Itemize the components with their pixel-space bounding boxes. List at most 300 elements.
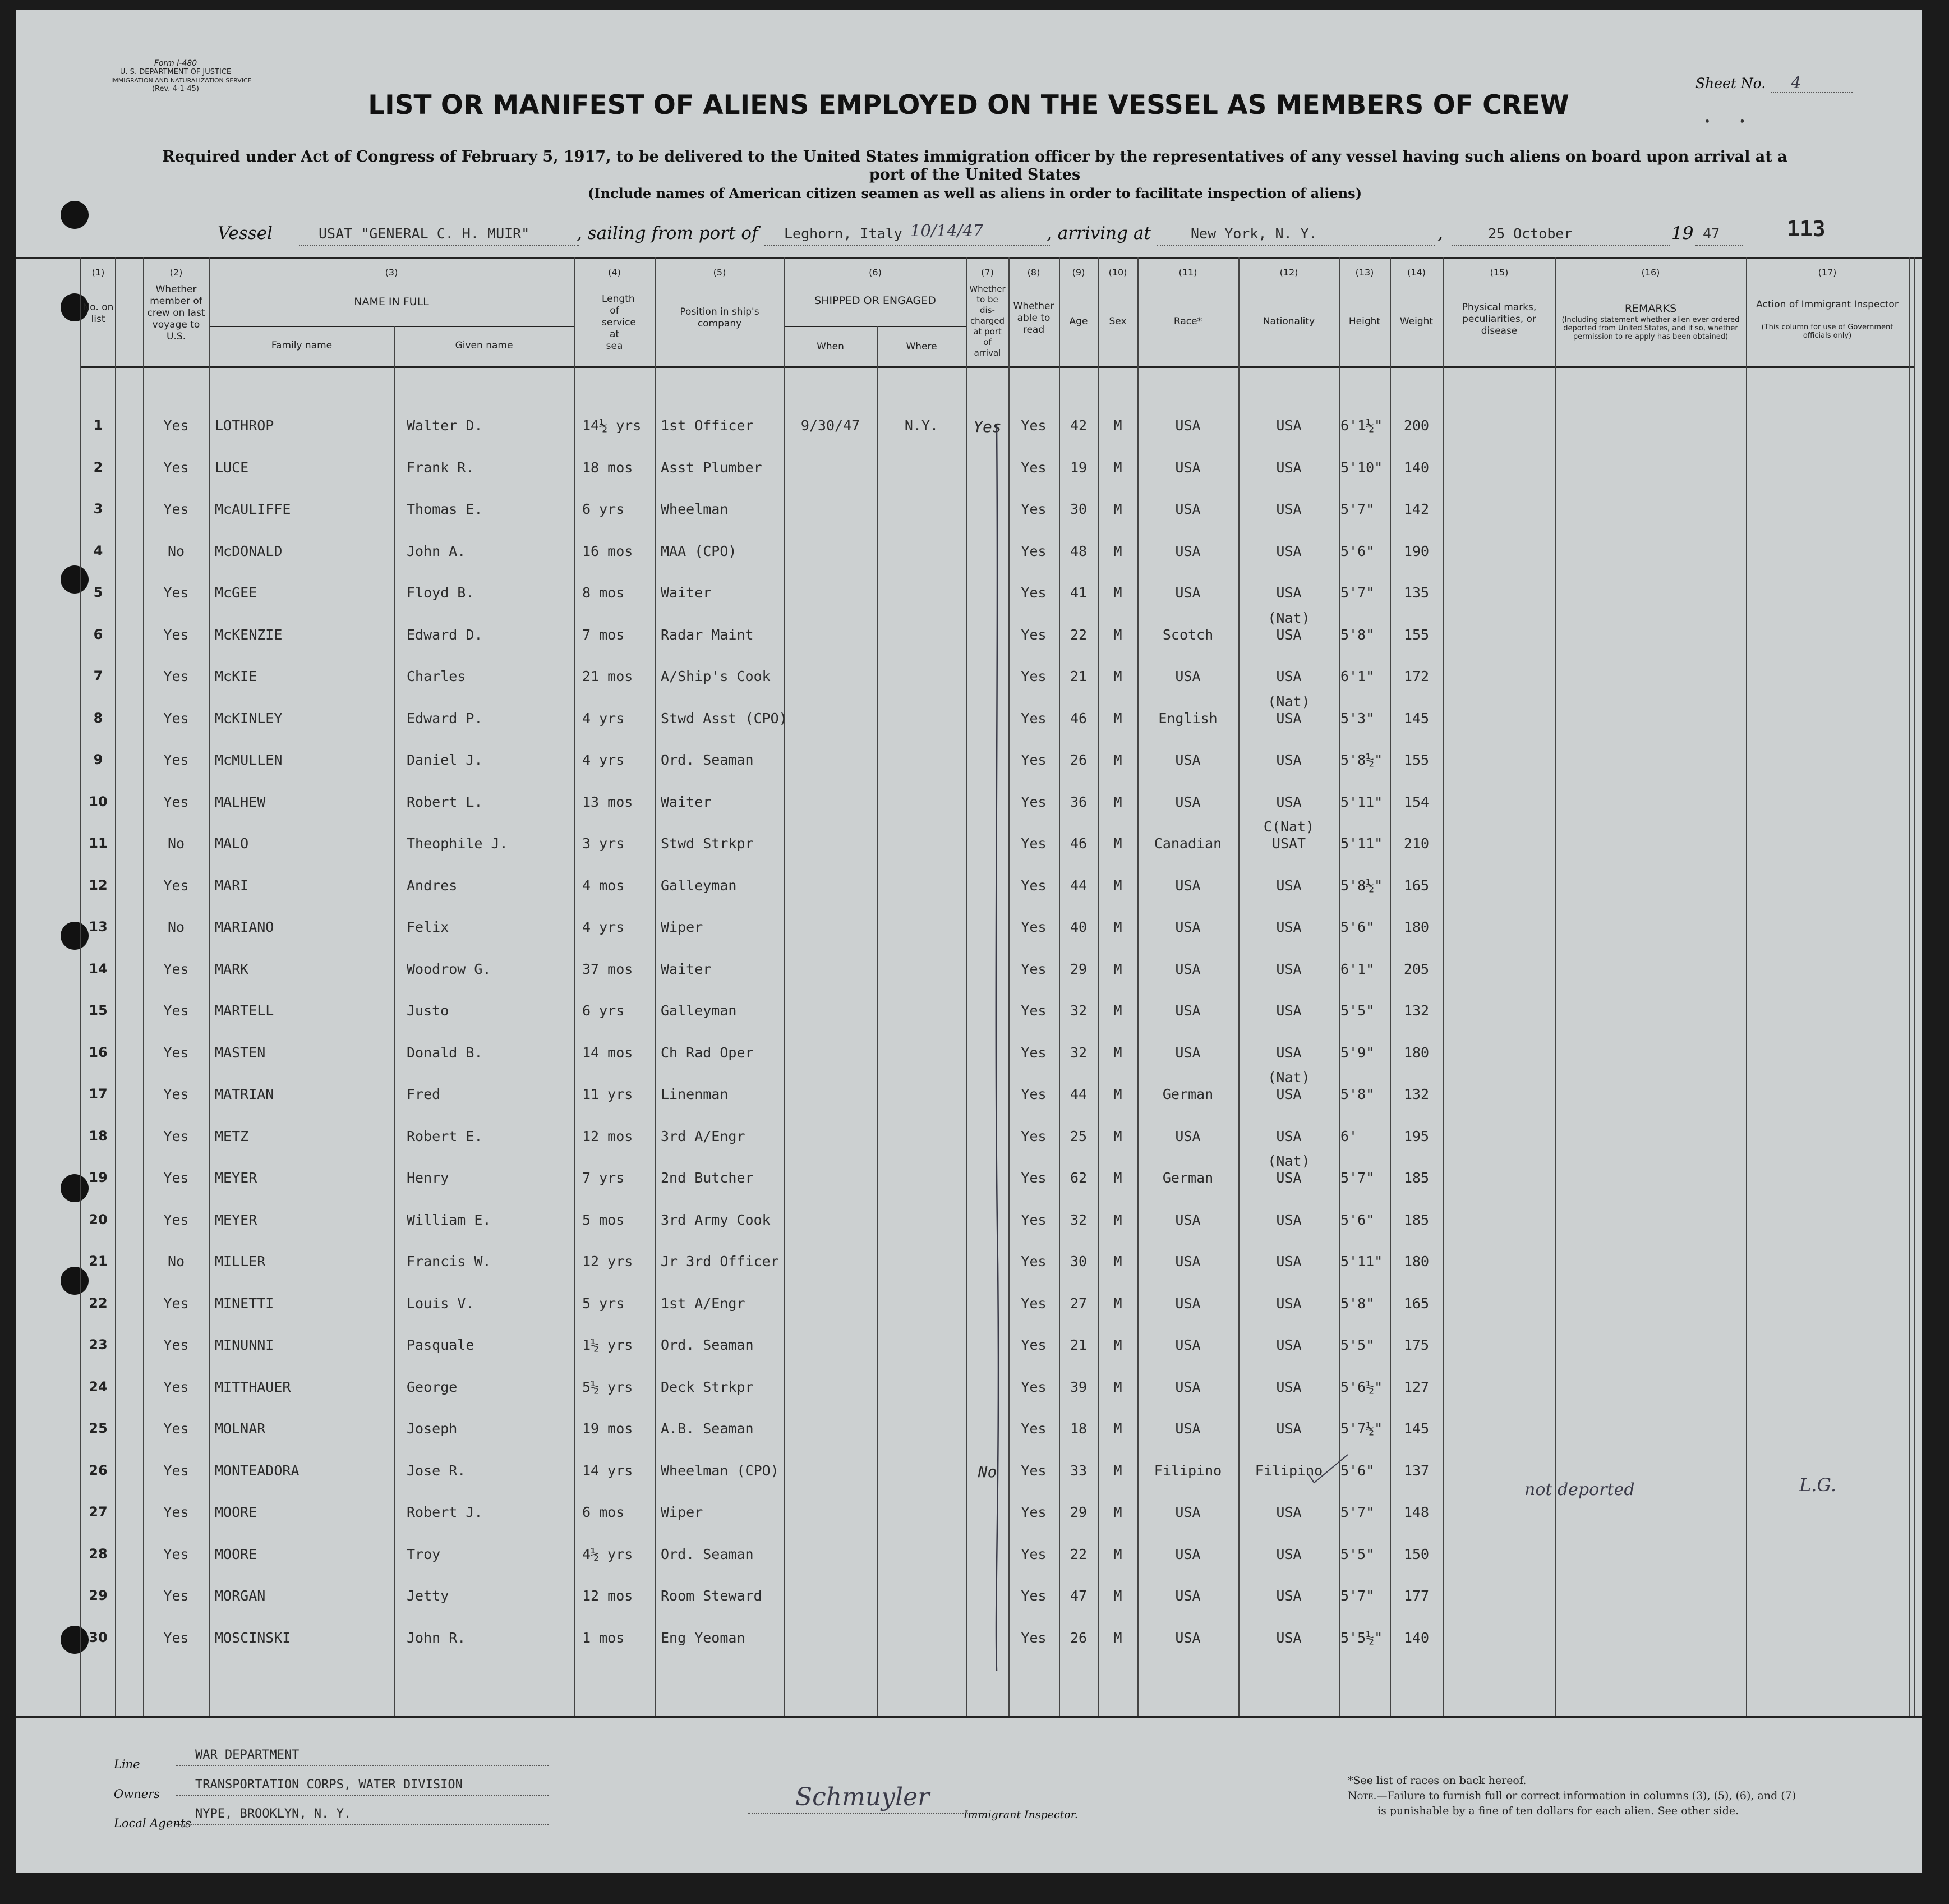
nationality: USA xyxy=(1276,1337,1302,1353)
year-line xyxy=(1695,245,1743,246)
length-of-service: 4½ yrs xyxy=(582,1546,633,1562)
naturalized-note: (Nat) xyxy=(1268,1069,1310,1086)
able-to-read: Yes xyxy=(1021,627,1047,643)
col-num-8: (8) xyxy=(1027,267,1040,278)
race: USA xyxy=(1175,1337,1201,1353)
height: 5'3" xyxy=(1340,710,1375,726)
age: 26 xyxy=(1070,1630,1088,1646)
height: 5'5" xyxy=(1340,1337,1375,1353)
weight: 127 xyxy=(1403,1379,1430,1395)
weight: 205 xyxy=(1403,961,1430,977)
weight: 180 xyxy=(1403,1045,1430,1061)
able-to-read: Yes xyxy=(1021,1504,1047,1520)
race: USA xyxy=(1175,919,1201,935)
able-to-read: Yes xyxy=(1021,501,1047,517)
shipped-where: N.Y. xyxy=(904,417,939,434)
length-of-service: 12 mos xyxy=(582,1128,633,1144)
able-to-read: Yes xyxy=(1021,919,1047,935)
race: USA xyxy=(1175,1588,1201,1604)
height: 6'1½" xyxy=(1340,417,1383,434)
col-num-1: (1) xyxy=(91,267,105,278)
nationality: USA xyxy=(1276,919,1302,935)
given-name: Woodrow G. xyxy=(407,961,491,977)
weight: 145 xyxy=(1403,1420,1430,1437)
age: 21 xyxy=(1070,1337,1088,1353)
length-of-service: 3 yrs xyxy=(582,835,625,852)
port-line xyxy=(764,245,1050,246)
sex: M xyxy=(1113,1630,1122,1646)
column-rule xyxy=(655,257,656,1716)
form-number: Form I-480 xyxy=(154,59,197,68)
sex: M xyxy=(1113,1253,1122,1270)
race: USA xyxy=(1175,1504,1201,1520)
length-of-service: 4 yrs xyxy=(582,752,625,768)
owners-label: Owners xyxy=(114,1787,160,1801)
row-number: 16 xyxy=(89,1045,108,1060)
header-remarks: REMARKS xyxy=(1624,302,1677,315)
column-rule xyxy=(1443,257,1444,1716)
race: USA xyxy=(1175,1002,1201,1019)
sex: M xyxy=(1113,1170,1122,1186)
column-rule xyxy=(143,257,144,1716)
given-name: William E. xyxy=(407,1212,491,1228)
nationality: USA xyxy=(1276,1086,1302,1102)
race: Scotch xyxy=(1162,627,1214,643)
given-name: Robert L. xyxy=(407,794,483,810)
column-rule xyxy=(1008,257,1010,1716)
age: 18 xyxy=(1070,1420,1088,1437)
member-last-voyage: No xyxy=(167,835,185,852)
col-num-10: (10) xyxy=(1108,267,1127,278)
family-name: MOORE xyxy=(215,1546,257,1562)
height: 5'7" xyxy=(1340,585,1375,601)
sex: M xyxy=(1113,1463,1122,1479)
height: 5'8" xyxy=(1340,1295,1375,1312)
races-note: *See list of races on back hereof. xyxy=(1348,1774,1527,1787)
member-last-voyage: Yes xyxy=(163,794,189,810)
header-no-on-list: No. on list xyxy=(82,302,114,325)
length-of-service: 6 mos xyxy=(582,1504,625,1520)
naturalized-note: (Nat) xyxy=(1268,610,1310,626)
header-discharged: Whether to be dis-charged at port of arrival xyxy=(969,284,1006,358)
height: 5'6" xyxy=(1340,1463,1375,1479)
row-number: 14 xyxy=(89,961,108,977)
column-rule xyxy=(877,326,878,1716)
race: USA xyxy=(1175,1253,1201,1270)
nationality: USA xyxy=(1276,1253,1302,1270)
length-of-service: 7 yrs xyxy=(582,1170,625,1186)
position: Ord. Seaman xyxy=(661,752,754,768)
column-rule xyxy=(80,257,81,1716)
weight: 132 xyxy=(1403,1002,1430,1019)
family-name: MARI xyxy=(215,877,249,894)
column-rule xyxy=(1914,257,1915,1716)
position: 2nd Butcher xyxy=(661,1170,754,1186)
family-name: McDONALD xyxy=(215,543,283,559)
sex: M xyxy=(1113,961,1122,977)
height: 5'7½" xyxy=(1340,1420,1383,1437)
given-name: Robert E. xyxy=(407,1128,483,1144)
member-last-voyage: No xyxy=(167,543,185,559)
header-age: Age xyxy=(1069,316,1088,327)
row-number: 19 xyxy=(89,1170,108,1185)
length-of-service: 11 yrs xyxy=(582,1086,633,1102)
able-to-read: Yes xyxy=(1021,1128,1047,1144)
age: 19 xyxy=(1070,459,1088,476)
given-name: Frank R. xyxy=(407,459,474,476)
position: Wheelman (CPO) xyxy=(661,1463,779,1479)
sex: M xyxy=(1113,585,1122,601)
header-weight: Weight xyxy=(1399,316,1434,327)
weight: 145 xyxy=(1403,710,1430,726)
position: Deck Strkpr xyxy=(661,1379,754,1395)
sex: M xyxy=(1113,501,1122,517)
position: Wiper xyxy=(661,919,703,935)
header-when: When xyxy=(817,341,844,352)
column-rule xyxy=(1238,257,1240,1716)
binder-hole xyxy=(61,201,89,229)
row-number: 9 xyxy=(93,752,103,767)
requirement-line-3: (Include names of American citizen seamen as well as aliens in order to facilitate inspection of aliens) xyxy=(587,185,1362,201)
given-name: Daniel J. xyxy=(407,752,483,768)
sex: M xyxy=(1113,1128,1122,1144)
able-to-read: Yes xyxy=(1021,1045,1047,1061)
sex: M xyxy=(1113,919,1122,935)
position: 1st A/Engr xyxy=(661,1295,745,1312)
able-to-read: Yes xyxy=(1021,1588,1047,1604)
col-num-3: (3) xyxy=(385,267,398,278)
row-number: 20 xyxy=(89,1212,108,1227)
member-last-voyage: No xyxy=(167,919,185,935)
naturalized-note: C(Nat) xyxy=(1263,818,1315,835)
given-name: Joseph xyxy=(407,1420,458,1437)
length-of-service: 16 mos xyxy=(582,543,633,559)
family-name: MITTHAUER xyxy=(215,1379,291,1395)
header-shipped-engaged: SHIPPED OR ENGAGED xyxy=(814,295,936,307)
failure-note-2: is punishable by a fine of ten dollars for each alien. See other side. xyxy=(1377,1805,1739,1817)
column-rule xyxy=(784,257,785,1716)
failure-note xyxy=(1348,1790,1796,1802)
note-label: Note. xyxy=(1348,1790,1377,1802)
column-rule xyxy=(966,257,967,1716)
header-physical-marks: Physical marks, peculiarities, or disease xyxy=(1462,302,1537,337)
age: 26 xyxy=(1070,752,1088,768)
sex: M xyxy=(1113,1295,1122,1312)
given-name: Robert J. xyxy=(407,1504,483,1520)
race: USA xyxy=(1175,1128,1201,1144)
nationality: USAT xyxy=(1271,835,1306,852)
height: 5'7" xyxy=(1340,1504,1375,1520)
family-name: MILLER xyxy=(215,1253,266,1270)
height: 5'7" xyxy=(1340,1588,1375,1604)
race: USA xyxy=(1175,961,1201,977)
sex: M xyxy=(1113,1588,1122,1604)
given-name: Edward P. xyxy=(407,710,483,726)
length-of-service: 4 yrs xyxy=(582,710,625,726)
length-of-service: 18 mos xyxy=(582,459,633,476)
weight: 142 xyxy=(1403,501,1430,517)
col-num-11: (11) xyxy=(1178,267,1197,278)
given-name: Justo xyxy=(407,1002,449,1019)
inspector-signature: Schmuyler xyxy=(795,1783,930,1811)
inspector-line xyxy=(748,1813,983,1814)
member-last-voyage: Yes xyxy=(163,1504,189,1520)
race: USA xyxy=(1175,1546,1201,1562)
length-of-service: 5½ yrs xyxy=(582,1379,633,1395)
row-number: 22 xyxy=(89,1295,108,1311)
given-name: John R. xyxy=(407,1630,466,1646)
race: USA xyxy=(1175,459,1201,476)
shipped-subheader-rule xyxy=(784,326,966,327)
able-to-read: Yes xyxy=(1021,1337,1047,1353)
member-last-voyage: Yes xyxy=(163,1212,189,1228)
header-height: Height xyxy=(1348,316,1381,327)
length-of-service: 14 mos xyxy=(582,1045,633,1061)
weight: 180 xyxy=(1403,919,1430,935)
nationality: USA xyxy=(1276,543,1302,559)
able-to-read: Yes xyxy=(1021,543,1047,559)
position: 3rd A/Engr xyxy=(661,1128,745,1144)
column-rule xyxy=(1746,257,1747,1716)
height: 6' xyxy=(1340,1128,1358,1144)
weight: 140 xyxy=(1403,459,1430,476)
age: 33 xyxy=(1070,1463,1088,1479)
row-number: 7 xyxy=(93,668,103,684)
owners-dotline xyxy=(176,1795,549,1796)
sex: M xyxy=(1113,835,1122,852)
column-rule xyxy=(1390,257,1391,1716)
given-name: Walter D. xyxy=(407,417,483,434)
form-department: U. S. DEPARTMENT OF JUSTICE xyxy=(119,68,232,76)
member-last-voyage: Yes xyxy=(163,1463,189,1479)
able-to-read: Yes xyxy=(1021,710,1047,726)
race: USA xyxy=(1175,752,1201,768)
row-number: 24 xyxy=(89,1379,108,1395)
given-name: Louis V. xyxy=(407,1295,474,1312)
weight: 190 xyxy=(1403,543,1430,559)
able-to-read: Yes xyxy=(1021,877,1047,894)
given-name: Jose R. xyxy=(407,1463,466,1479)
nationality: USA xyxy=(1276,877,1302,894)
race: USA xyxy=(1175,668,1201,684)
given-name: Theophile J. xyxy=(407,835,508,852)
sex: M xyxy=(1113,710,1122,726)
race: USA xyxy=(1175,1379,1201,1395)
position: 3rd Army Cook xyxy=(661,1212,771,1228)
given-name: Thomas E. xyxy=(407,501,483,517)
height: 5'11" xyxy=(1340,794,1383,810)
weight: 185 xyxy=(1403,1212,1430,1228)
row-number: 6 xyxy=(93,627,103,642)
weight: 155 xyxy=(1403,627,1430,643)
given-name: Felix xyxy=(407,919,449,935)
height: 5'6" xyxy=(1340,1212,1375,1228)
row-number: 28 xyxy=(89,1546,108,1562)
table-bottom-rule xyxy=(16,1716,1922,1718)
length-of-service: 13 mos xyxy=(582,794,633,810)
position: Galleyman xyxy=(661,1002,737,1019)
age: 36 xyxy=(1070,794,1088,810)
family-name: MALHEW xyxy=(215,794,266,810)
column-rule xyxy=(115,257,116,1716)
position: Radar Maint xyxy=(661,627,754,643)
member-last-voyage: No xyxy=(167,1253,185,1270)
col-num-16: (16) xyxy=(1641,267,1660,278)
family-name: LOTHROP xyxy=(215,417,274,434)
height: 5'5" xyxy=(1340,1002,1375,1019)
position: 1st Officer xyxy=(661,417,754,434)
row-number: 18 xyxy=(89,1128,108,1144)
form-revision: (Rev. 4-1-45) xyxy=(151,85,199,93)
able-to-read: Yes xyxy=(1021,835,1047,852)
sex: M xyxy=(1113,668,1122,684)
family-name: MOORE xyxy=(215,1504,257,1520)
length-of-service: 1½ yrs xyxy=(582,1337,633,1353)
column-rule xyxy=(394,326,395,1716)
line-dotline xyxy=(176,1765,549,1766)
given-name: Jetty xyxy=(407,1588,449,1604)
member-last-voyage: Yes xyxy=(163,668,189,684)
height: 5'6" xyxy=(1340,919,1375,935)
family-name: MARIANO xyxy=(215,919,274,935)
position: Stwd Asst (CPO) xyxy=(661,710,787,726)
age: 47 xyxy=(1070,1588,1088,1604)
position: Eng Yeoman xyxy=(661,1630,745,1646)
arrival-date: 25 October xyxy=(1488,226,1573,242)
sex: M xyxy=(1113,1504,1122,1520)
age: 62 xyxy=(1070,1170,1088,1186)
family-name: MALO xyxy=(215,835,249,852)
able-to-read: Yes xyxy=(1021,1420,1047,1437)
length-of-service: 6 yrs xyxy=(582,501,625,517)
family-name: MATRIAN xyxy=(215,1086,274,1102)
header-action-note: (This column for use of Government officials only) xyxy=(1761,323,1893,340)
height: 5'9" xyxy=(1340,1045,1375,1061)
length-of-service: 12 yrs xyxy=(582,1253,633,1270)
nationality: USA xyxy=(1276,1128,1302,1144)
family-name: MORGAN xyxy=(215,1588,266,1604)
position: Linenman xyxy=(661,1086,729,1102)
row-number: 1 xyxy=(93,417,103,433)
able-to-read: Yes xyxy=(1021,1170,1047,1186)
row-number: 12 xyxy=(89,877,108,893)
row-number: 29 xyxy=(89,1588,108,1603)
sheet-number-value: 4 xyxy=(1791,73,1801,92)
nationality: USA xyxy=(1276,710,1302,726)
family-name: McKENZIE xyxy=(215,627,283,643)
action-row-26: L.G. xyxy=(1799,1474,1837,1496)
given-name: George xyxy=(407,1379,458,1395)
agents-dotline xyxy=(176,1824,549,1825)
header-bottom-rule xyxy=(80,366,1914,368)
sex: M xyxy=(1113,627,1122,643)
age: 30 xyxy=(1070,1253,1088,1270)
length-of-service: 14 yrs xyxy=(582,1463,633,1479)
able-to-read: Yes xyxy=(1021,1379,1047,1395)
age: 46 xyxy=(1070,710,1088,726)
row-number: 8 xyxy=(93,710,103,726)
given-name: Donald B. xyxy=(407,1045,483,1061)
race: Canadian xyxy=(1154,835,1222,852)
agents-label: Local Agents xyxy=(114,1816,192,1830)
sex: M xyxy=(1113,1546,1122,1562)
row-number: 17 xyxy=(89,1086,108,1102)
race: USA xyxy=(1175,543,1201,559)
nationality: USA xyxy=(1276,1170,1302,1186)
header-action-inspector: Action of Immigrant Inspector xyxy=(1756,299,1899,310)
age: 44 xyxy=(1070,877,1088,894)
nationality: USA xyxy=(1276,1212,1302,1228)
given-name: Henry xyxy=(407,1170,449,1186)
age: 32 xyxy=(1070,1045,1088,1061)
col-num-7: (7) xyxy=(981,267,994,278)
comma: , xyxy=(1437,223,1443,243)
member-last-voyage: Yes xyxy=(163,877,189,894)
age: 40 xyxy=(1070,919,1088,935)
height: 5'11" xyxy=(1340,1253,1383,1270)
height: 5'8" xyxy=(1340,627,1375,643)
manifest-sheet xyxy=(16,10,1922,1873)
able-to-read: Yes xyxy=(1021,585,1047,601)
weight: 175 xyxy=(1403,1337,1430,1353)
position: Wheelman xyxy=(661,501,729,517)
sex: M xyxy=(1113,1002,1122,1019)
weight: 148 xyxy=(1403,1504,1430,1520)
position: Waiter xyxy=(661,961,712,977)
row-number: 11 xyxy=(89,835,108,851)
race: USA xyxy=(1175,1212,1201,1228)
member-last-voyage: Yes xyxy=(163,459,189,476)
owners-value: TRANSPORTATION CORPS, WATER DIVISION xyxy=(195,1778,463,1792)
race: USA xyxy=(1175,794,1201,810)
position: Ch Rad Oper xyxy=(661,1045,754,1061)
given-name: Francis W. xyxy=(407,1253,491,1270)
family-name: MOSCINSKI xyxy=(215,1630,291,1646)
row-number: 25 xyxy=(89,1420,108,1436)
naturalized-note: (Nat) xyxy=(1268,693,1310,710)
length-of-service: 8 mos xyxy=(582,585,625,601)
height: 5'6½" xyxy=(1340,1379,1383,1395)
weight: 210 xyxy=(1403,835,1430,852)
requirement-line-1: Required under Act of Congress of February 5, 1917, to be delivered to the United States immigration officer by the representatives of any vessel having such aliens on board upon arrival at a xyxy=(162,148,1787,165)
able-to-read: Yes xyxy=(1021,1295,1047,1312)
height: 5'11" xyxy=(1340,835,1383,852)
ink-dots: • • xyxy=(1704,114,1746,128)
row-number: 15 xyxy=(89,1002,108,1018)
able-to-read: Yes xyxy=(1021,417,1047,434)
nationality: USA xyxy=(1276,1630,1302,1646)
header-remarks-note: (Including statement whether alien ever ordered deported from United States, and if so, whether permission to re-apply has been obtained) xyxy=(1561,316,1740,341)
member-last-voyage: Yes xyxy=(163,1002,189,1019)
member-last-voyage: Yes xyxy=(163,1086,189,1102)
position: Jr 3rd Officer xyxy=(661,1253,779,1270)
weight: 165 xyxy=(1403,877,1430,894)
race: German xyxy=(1162,1170,1214,1186)
weight: 137 xyxy=(1403,1463,1430,1479)
member-last-voyage: Yes xyxy=(163,1588,189,1604)
age: 46 xyxy=(1070,835,1088,852)
position: Waiter xyxy=(661,585,712,601)
age: 29 xyxy=(1070,961,1088,977)
nationality: USA xyxy=(1276,752,1302,768)
race: German xyxy=(1162,1086,1214,1102)
weight: 155 xyxy=(1403,752,1430,768)
position: Asst Plumber xyxy=(661,459,762,476)
family-name: MEYER xyxy=(215,1212,257,1228)
race: Filipino xyxy=(1154,1463,1222,1479)
column-rule xyxy=(1909,257,1910,1716)
age: 22 xyxy=(1070,1546,1088,1562)
